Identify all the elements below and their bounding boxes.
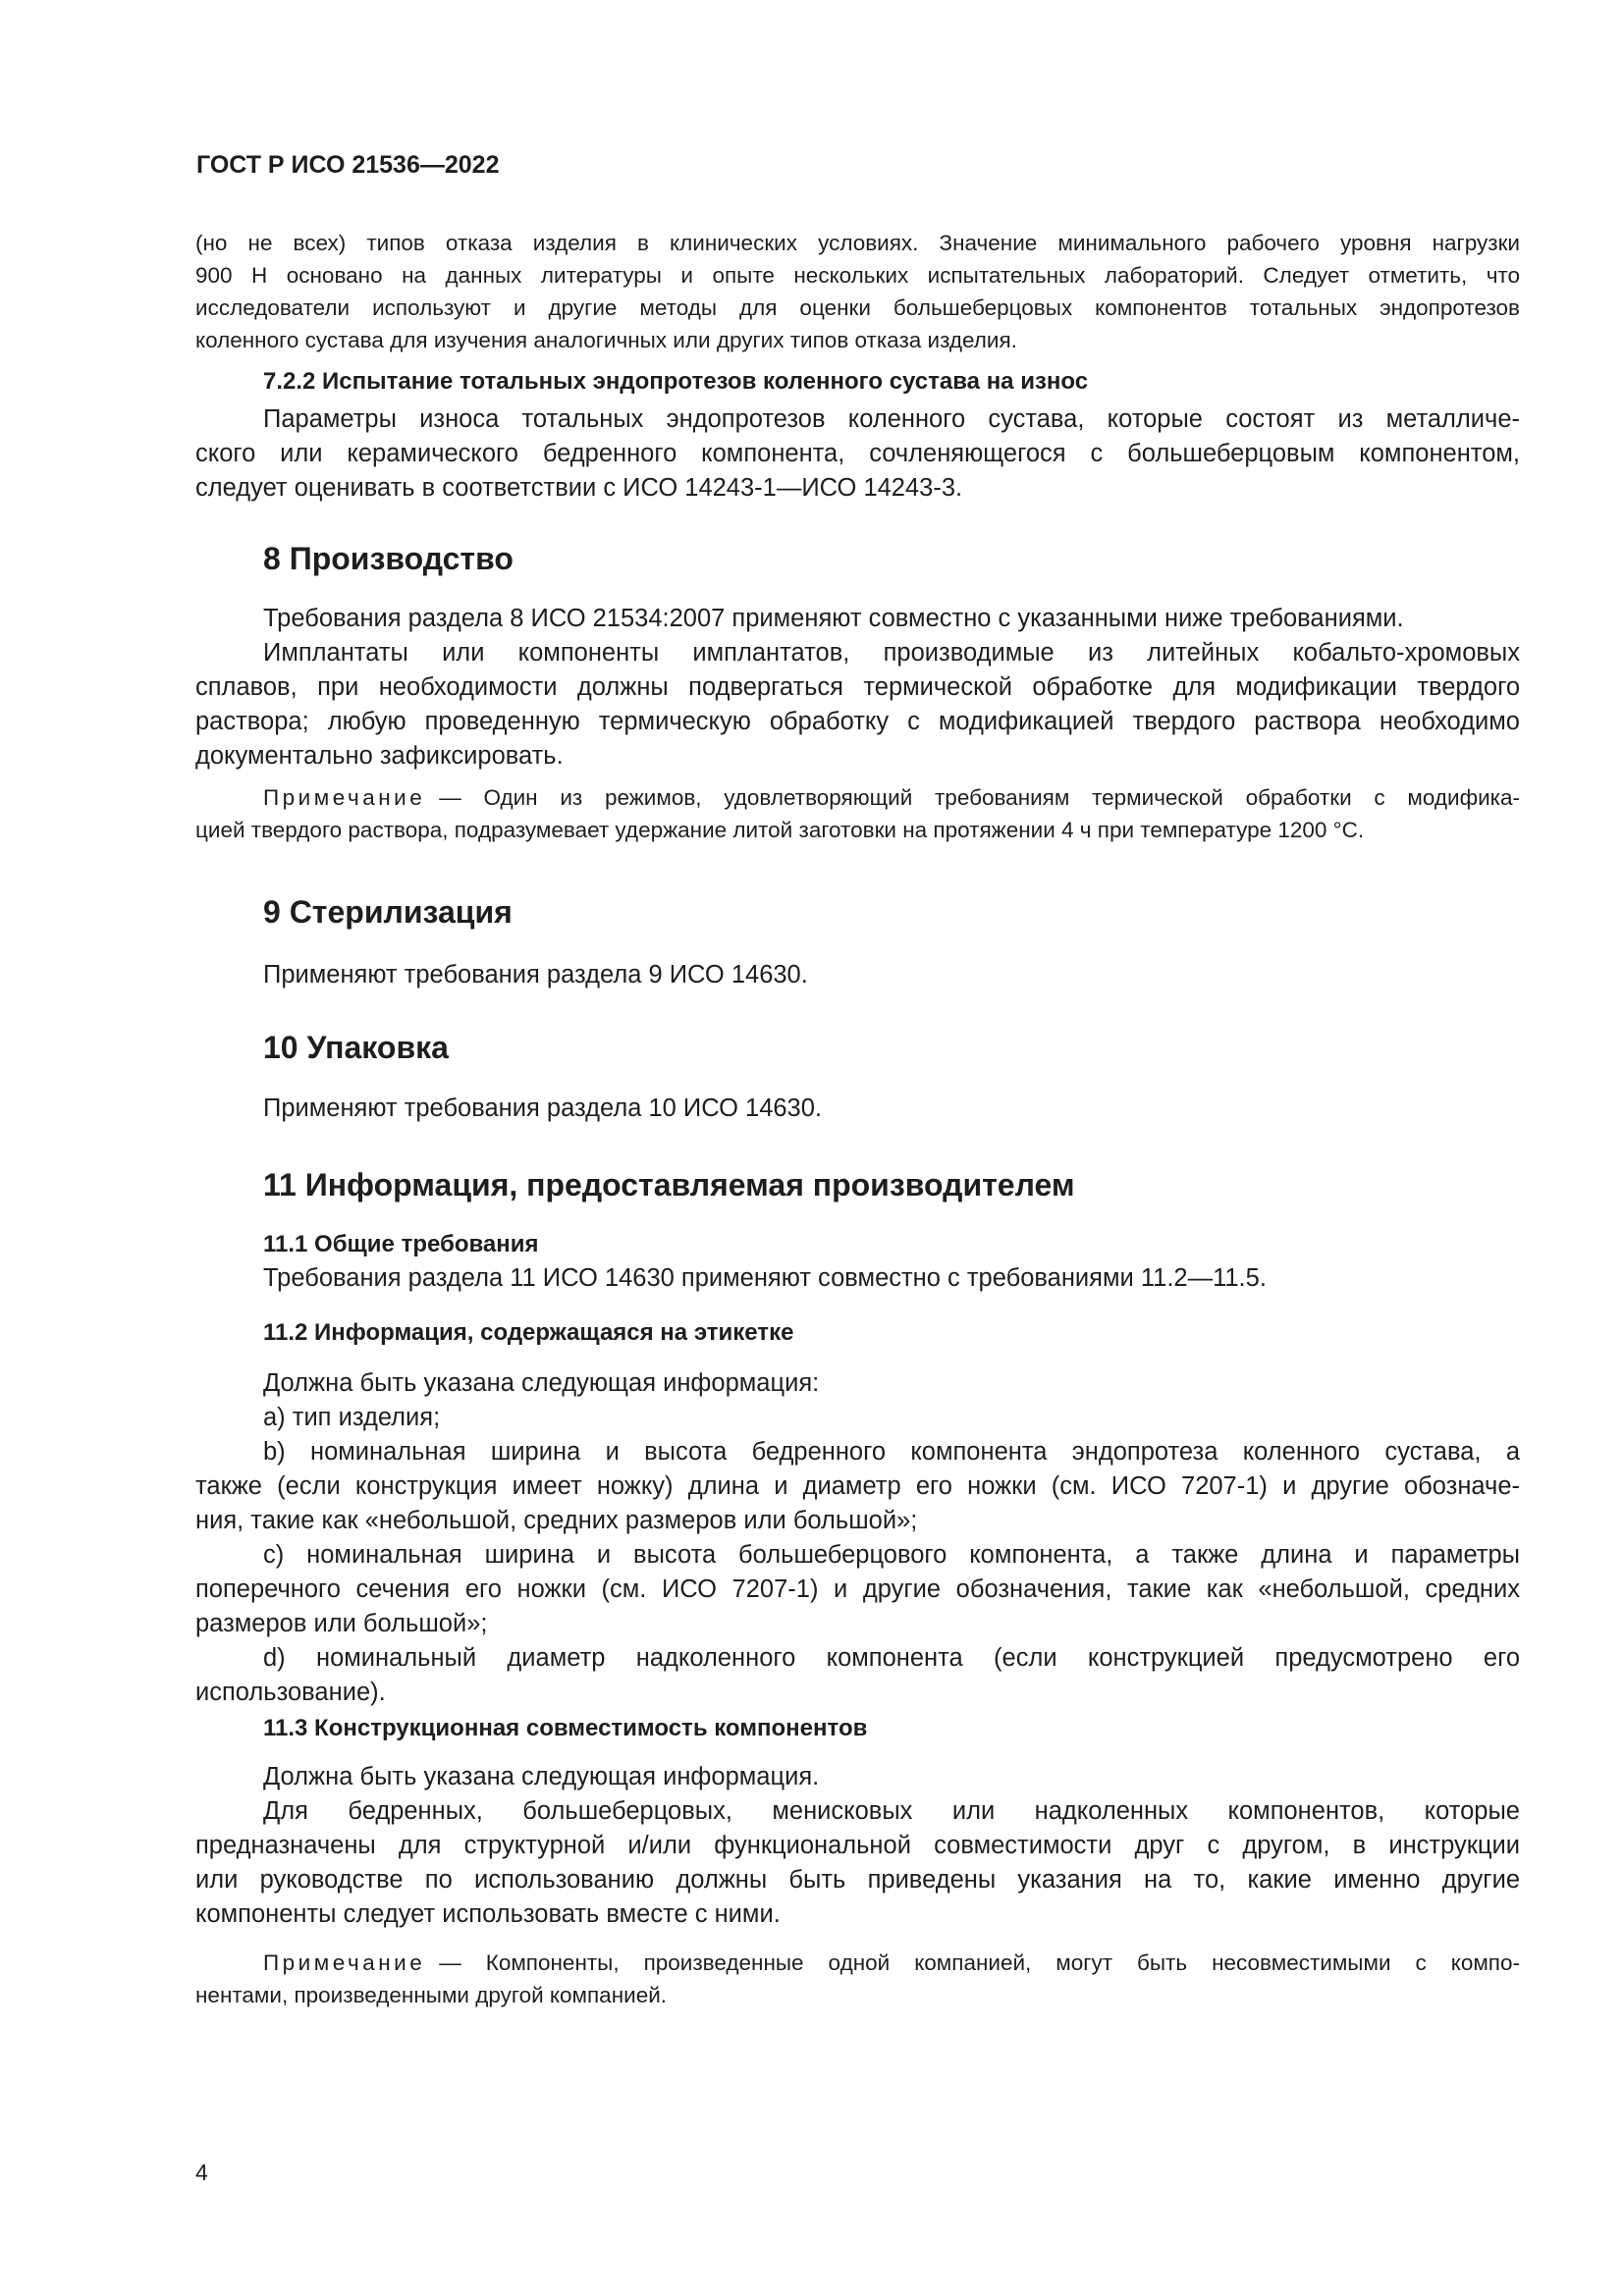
text-line: также (если конструкция имеет ножку) длина и диаметр его ножки (см. ИСО 7207-1) и другие обозначе- <box>195 1472 1520 1500</box>
text-line: или руководстве по использованию должны быть приведены указания на то, какие именно другие <box>195 1866 1520 1894</box>
text-line: поперечного сечения его ножки (см. ИСО 7207-1) и другие обозначения, такие как «небольшой, средних <box>195 1575 1520 1603</box>
text-line: использование). <box>195 1679 386 1706</box>
text-line: 900 Н основано на данных литературы и опыте нескольких испытательных лабораторий. Следует отметить, что <box>195 263 1520 288</box>
subsection-11-2-heading: 11.2 Информация, содержащаяся на этикетке <box>263 1319 794 1346</box>
subsection-7-2-2-heading: 7.2.2 Испытание тотальных эндопротезов коленного сустава на износ <box>263 368 1089 395</box>
list-item-a: a) тип изделия; <box>263 1404 441 1431</box>
section-8-paragraph-2 <box>195 636 1520 774</box>
list-intro: Должна быть указана следующая информация: <box>263 1369 820 1397</box>
text-line: Параметры износа тотальных эндопротезов коленного сустава, которые состоят из металличе- <box>263 405 1520 433</box>
text-line: Для бедренных, большеберцовых, менисковых или надколенных компонентов, которые <box>263 1797 1520 1825</box>
text-line: раствора; любую проведенную термическую обработку с модификацией твердого раствора необходимо <box>195 708 1520 735</box>
text-line: коленного сустава для изучения аналогичных или других типов отказа изделия. <box>195 328 1017 352</box>
text-line: компоненты следует использовать вместе с ними. <box>195 1900 781 1928</box>
list-item-d <box>195 1641 1520 1710</box>
text-line: Имплантаты или компоненты имплантатов, производимые из литейных кобальто-хромовых <box>263 639 1520 667</box>
subsection-11-3-text <box>195 1760 1520 1932</box>
text-line: предназначены для структурной и/или функциональной совместимости друг с другом, в инструкции <box>195 1832 1520 1859</box>
document-header: ГОСТ Р ИСО 21536—2022 <box>196 151 500 179</box>
text-line: ния, такие как «небольшой, средних размеров или большой»; <box>195 1507 918 1534</box>
text-line: следует оценивать в соответствии с ИСО 14243-1—ИСО 14243-3. <box>195 474 963 502</box>
intro-paragraph <box>195 227 1520 356</box>
text-line: c) номинальная ширина и высота большеберцового компонента, а также длина и параметры <box>263 1541 1520 1569</box>
text-line: документально зафиксировать. <box>195 742 564 770</box>
paragraph <box>195 1794 1520 1932</box>
subsection-11-1-text: Требования раздела 11 ИСО 14630 применяют совместно с требованиями 11.2—11.5. <box>263 1264 1267 1292</box>
text-line: нентами, произведенными другой компанией. <box>195 1983 668 2007</box>
section-10-heading: 10 Упаковка <box>263 1030 449 1065</box>
section-10-text: Применяют требования раздела 10 ИСО 14630. <box>263 1095 823 1122</box>
section-8-heading: 8 Производство <box>263 541 514 576</box>
page-number: 4 <box>195 2160 208 2185</box>
text-line: — Компоненты, произведенные одной компанией, могут быть несовместимыми с компо- <box>439 1950 1520 1975</box>
list-item-c <box>195 1538 1520 1641</box>
section-9-heading: 9 Стерилизация <box>263 894 513 930</box>
text-line: исследователи используют и другие методы для оценки большеберцовых компонентов тотальных эндопротезов <box>195 295 1520 320</box>
subsection-7-2-2-text <box>195 402 1520 506</box>
text-line: сплавов, при необходимости должны подвергаться термической обработке для модификации твердого <box>195 673 1520 701</box>
section-8-paragraph-1: Требования раздела 8 ИСО 21534:2007 применяют совместно с указанными ниже требованиями. <box>263 605 1404 632</box>
subsection-11-2-list <box>195 1366 1520 1710</box>
list-item-b <box>195 1435 1520 1538</box>
note-label: Примечание <box>263 1950 426 1975</box>
text-line: b) номинальная ширина и высота бедренного компонента эндопротеза коленного сустава, а <box>263 1438 1520 1466</box>
text-line: цией твердого раствора, подразумевает удержание литой заготовки на протяжении 4 ч при температуре 1200 °С. <box>195 818 1365 842</box>
text-line: — Один из режимов, удовлетворяющий требованиям термической обработки с модифика- <box>439 785 1520 810</box>
section-11-heading: 11 Информация, предоставляемая производителем <box>263 1167 1075 1202</box>
note-label: Примечание <box>263 785 426 810</box>
subsection-11-1-heading: 11.1 Общие требования <box>263 1231 539 1257</box>
subsection-11-3-heading: 11.3 Конструкционная совместимость компонентов <box>263 1715 868 1741</box>
section-8-note <box>195 781 1520 846</box>
section-11-3-note <box>195 1947 1520 2011</box>
text-line: ского или керамического бедренного компонента, сочленяющегося с большеберцовым компонентом, <box>195 440 1520 467</box>
section-9-text: Применяют требования раздела 9 ИСО 14630. <box>263 961 808 988</box>
text-line: d) номинальный диаметр надколенного компонента (если конструкцией предусмотрено его <box>263 1644 1520 1672</box>
paragraph-intro: Должна быть указана следующая информация. <box>263 1763 820 1790</box>
text-line: размеров или большой»; <box>195 1610 488 1637</box>
text-line: (но не всех) типов отказа изделия в клинических условиях. Значение минимального рабочего уровня нагрузки <box>195 231 1520 255</box>
